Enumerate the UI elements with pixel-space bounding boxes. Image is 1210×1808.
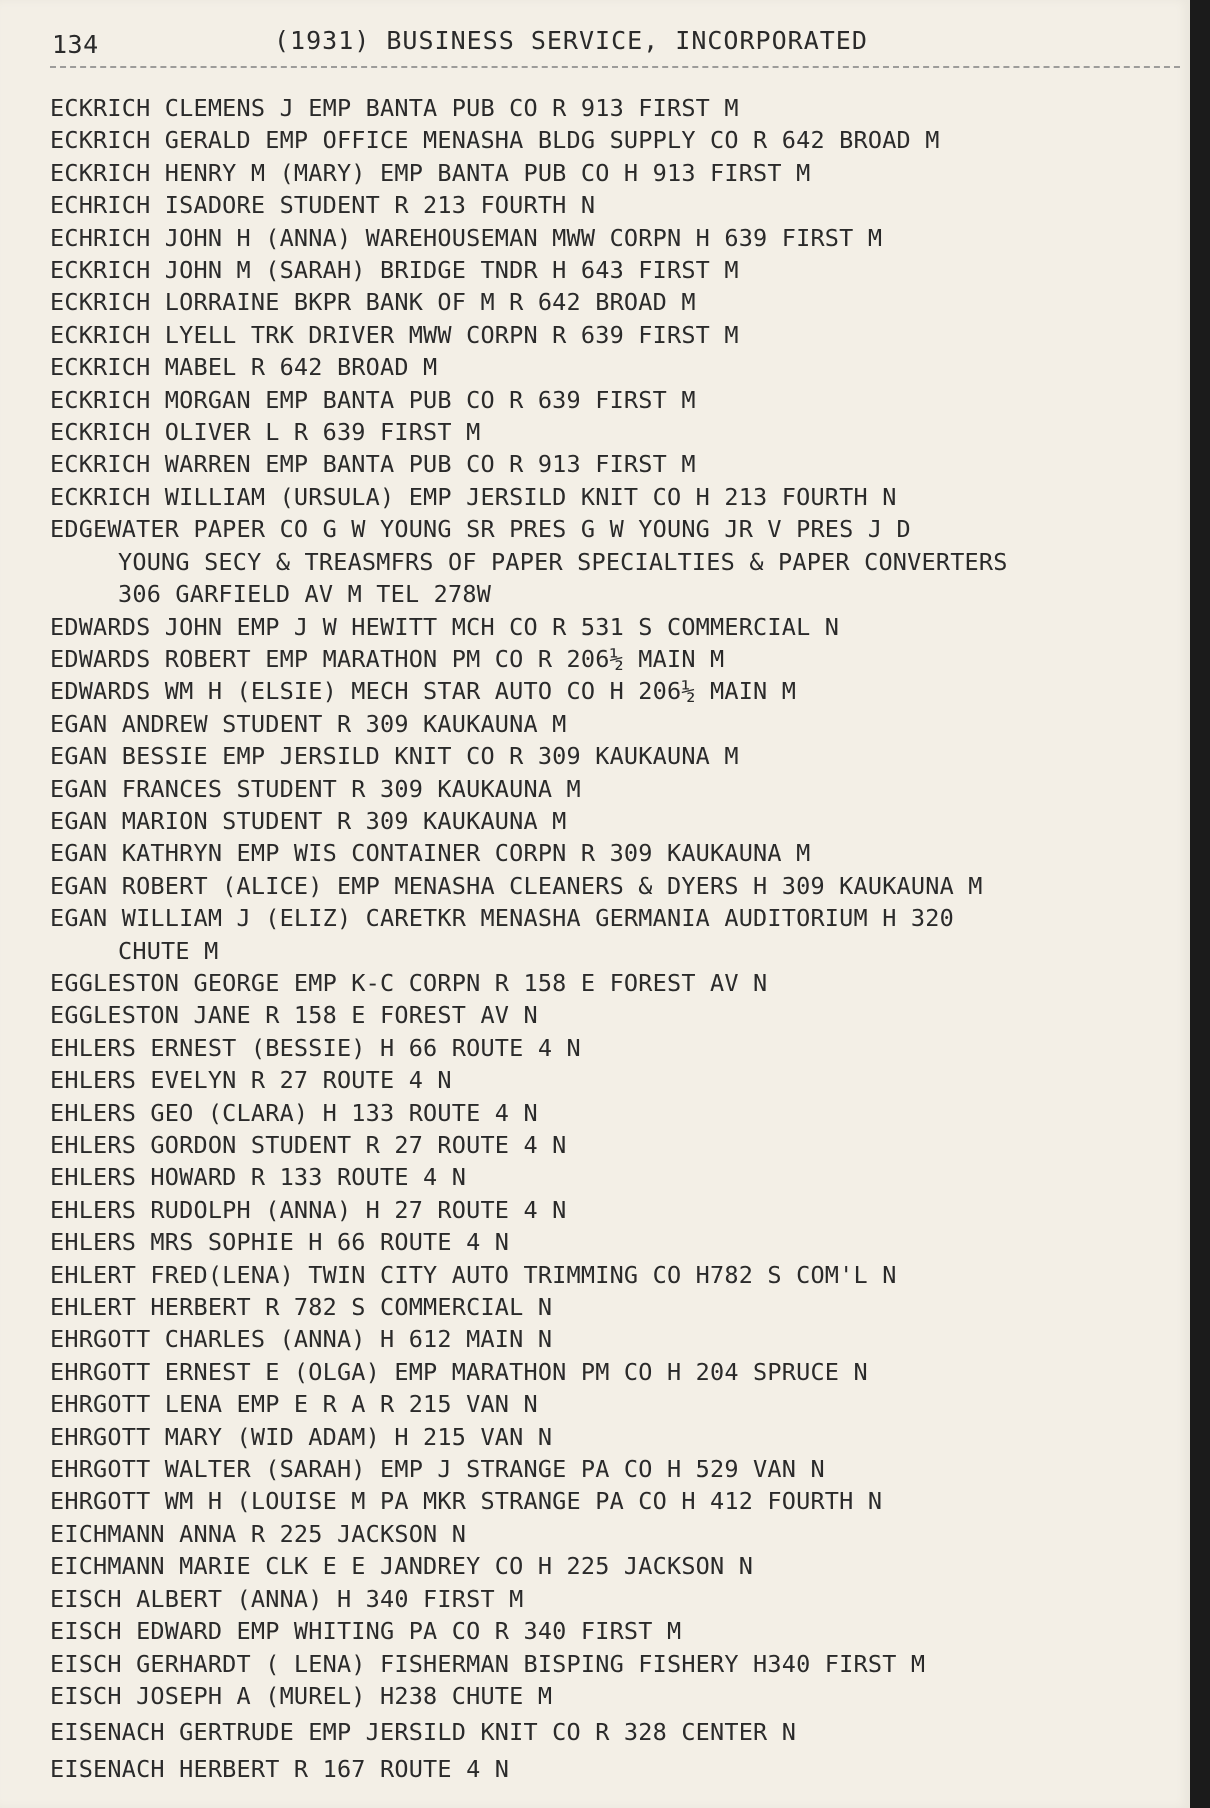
directory-entry: ECKRICH WARREN EMP BANTA PUB CO R 913 FIRST M xyxy=(50,450,696,479)
directory-entry: ECHRICH JOHN H (ANNA) WAREHOUSEMAN MWW CORPN H 639 FIRST M xyxy=(50,223,883,252)
directory-entry: EGAN FRANCES STUDENT R 309 KAUKAUNA M xyxy=(50,774,581,803)
directory-entry: ECHRICH ISADORE STUDENT R 213 FOURTH N xyxy=(50,191,596,220)
directory-entry: EHLERS ERNEST (BESSIE) H 66 ROUTE 4 N xyxy=(50,1033,581,1062)
directory-entry: EISENACH GERTRUDE EMP JERSILD KNIT CO R 328 CENTER N xyxy=(50,1718,797,1747)
directory-entry: ECKRICH MABEL R 642 BROAD M xyxy=(50,353,438,382)
page-edge-shadow xyxy=(1190,0,1210,1808)
directory-entry: EDWARDS WM H (ELSIE) MECH STAR AUTO CO H 206½ MAIN M xyxy=(50,677,797,706)
directory-entry: ECKRICH LORRAINE BKPR BANK OF M R 642 BROAD M xyxy=(50,288,696,317)
directory-entry: EHLERS EVELYN R 27 ROUTE 4 N xyxy=(50,1066,452,1095)
directory-entry: EHLERS GORDON STUDENT R 27 ROUTE 4 N xyxy=(50,1131,567,1159)
directory-entry: EISCH ALBERT (ANNA) H 340 FIRST M xyxy=(50,1584,524,1613)
directory-entry: EDWARDS JOHN EMP J W HEWITT MCH CO R 531 S COMMERCIAL N xyxy=(50,612,840,641)
directory-entries xyxy=(50,92,1182,1785)
directory-entry: EGAN WILLIAM J (ELIZ) CARETKR MENASHA GERMANIA AUDITORIUM H 320 xyxy=(50,904,954,933)
directory-entry-continuation: YOUNG SECY & TREASMFRS OF PAPER SPECIALTIES & PAPER CONVERTERS xyxy=(118,547,1008,576)
directory-entry: ECKRICH OLIVER L R 639 FIRST M xyxy=(50,418,481,447)
directory-entry: ECKRICH GERALD EMP OFFICE MENASHA BLDG SUPPLY CO R 642 BROAD M xyxy=(50,126,940,155)
directory-entry-continuation: 306 GARFIELD AV M TEL 278W xyxy=(118,580,492,609)
directory-entry: EDWARDS ROBERT EMP MARATHON PM CO R 206½ MAIN M xyxy=(50,644,725,673)
directory-entry: EHRGOTT ERNEST E (OLGA) EMP MARATHON PM CO H 204 SPRUCE N xyxy=(50,1357,868,1386)
directory-entry: ECKRICH JOHN M (SARAH) BRIDGE TNDR H 643 FIRST M xyxy=(50,256,739,285)
directory-entry: EHRGOTT WALTER (SARAH) EMP J STRANGE PA CO H 529 VAN N xyxy=(50,1455,825,1484)
directory-entry: ECKRICH LYELL TRK DRIVER MWW CORPN R 639 FIRST M xyxy=(50,320,739,349)
directory-entry: EGAN MARION STUDENT R 309 KAUKAUNA M xyxy=(50,806,567,835)
directory-entry: EGAN ANDREW STUDENT R 309 KAUKAUNA M xyxy=(50,709,567,738)
directory-entry: EHRGOTT LENA EMP E R A R 215 VAN N xyxy=(50,1390,538,1419)
directory-entry: EHLERT HERBERT R 782 S COMMERCIAL N xyxy=(50,1293,553,1322)
directory-entry: EGAN BESSIE EMP JERSILD KNIT CO R 309 KAUKAUNA M xyxy=(50,742,739,771)
directory-entry: EISENACH HERBERT R 167 ROUTE 4 N xyxy=(50,1754,510,1783)
directory-entry: EHLERS RUDOLPH (ANNA) H 27 ROUTE 4 N xyxy=(50,1195,567,1224)
directory-entry: EDGEWATER PAPER CO G W YOUNG SR PRES G W YOUNG JR V PRES J D xyxy=(50,515,911,544)
directory-entry: EICHMANN ANNA R 225 JACKSON N xyxy=(50,1519,467,1548)
directory-entry: ECKRICH MORGAN EMP BANTA PUB CO R 639 FIRST M xyxy=(50,385,696,414)
directory-entry: ECKRICH CLEMENS J EMP BANTA PUB CO R 913 FIRST M xyxy=(50,94,739,122)
page-header xyxy=(52,24,1182,64)
directory-entry: EHRGOTT CHARLES (ANNA) H 612 MAIN N xyxy=(50,1325,553,1354)
directory-entry: ECKRICH HENRY M (MARY) EMP BANTA PUB CO H 913 FIRST M xyxy=(50,158,811,187)
directory-entry: EICHMANN MARIE CLK E E JANDREY CO H 225 JACKSON N xyxy=(50,1552,754,1581)
directory-entry: EISCH EDWARD EMP WHITING PA CO R 340 FIRST M xyxy=(50,1617,682,1646)
directory-entry: EGAN KATHRYN EMP WIS CONTAINER CORPN R 309 KAUKAUNA M xyxy=(50,839,811,868)
directory-entry: EHLERS MRS SOPHIE H 66 ROUTE 4 N xyxy=(50,1228,510,1257)
directory-entry: EHLERS HOWARD R 133 ROUTE 4 N xyxy=(50,1163,467,1192)
running-title: (1931) BUSINESS SERVICE, INCORPORATED xyxy=(274,26,868,55)
directory-entry: EHLERT FRED(LENA) TWIN CITY AUTO TRIMMING CO H782 S COM'L N xyxy=(50,1260,897,1289)
page-number: 134 xyxy=(52,30,99,59)
directory-entry: EISCH GERHARDT ( LENA) FISHERMAN BISPING FISHERY H340 FIRST M xyxy=(50,1649,926,1678)
directory-entry: EISCH JOSEPH A (MUREL) H238 CHUTE M xyxy=(50,1681,553,1710)
directory-entry: ECKRICH WILLIAM (URSULA) EMP JERSILD KNIT CO H 213 FOURTH N xyxy=(50,482,897,511)
directory-entry: EHLERS GEO (CLARA) H 133 ROUTE 4 N xyxy=(50,1098,538,1127)
header-rule xyxy=(50,66,1180,68)
directory-entry-continuation: CHUTE M xyxy=(118,936,219,965)
directory-entry: EGGLESTON GEORGE EMP K-C CORPN R 158 E FOREST AV N xyxy=(50,968,768,997)
directory-entry: EGAN ROBERT (ALICE) EMP MENASHA CLEANERS & DYERS H 309 KAUKAUNA M xyxy=(50,871,983,900)
directory-entry: EGGLESTON JANE R 158 E FOREST AV N xyxy=(50,1001,538,1030)
directory-entry: EHRGOTT WM H (LOUISE M PA MKR STRANGE PA CO H 412 FOURTH N xyxy=(50,1487,883,1516)
directory-entry: EHRGOTT MARY (WID ADAM) H 215 VAN N xyxy=(50,1422,553,1451)
